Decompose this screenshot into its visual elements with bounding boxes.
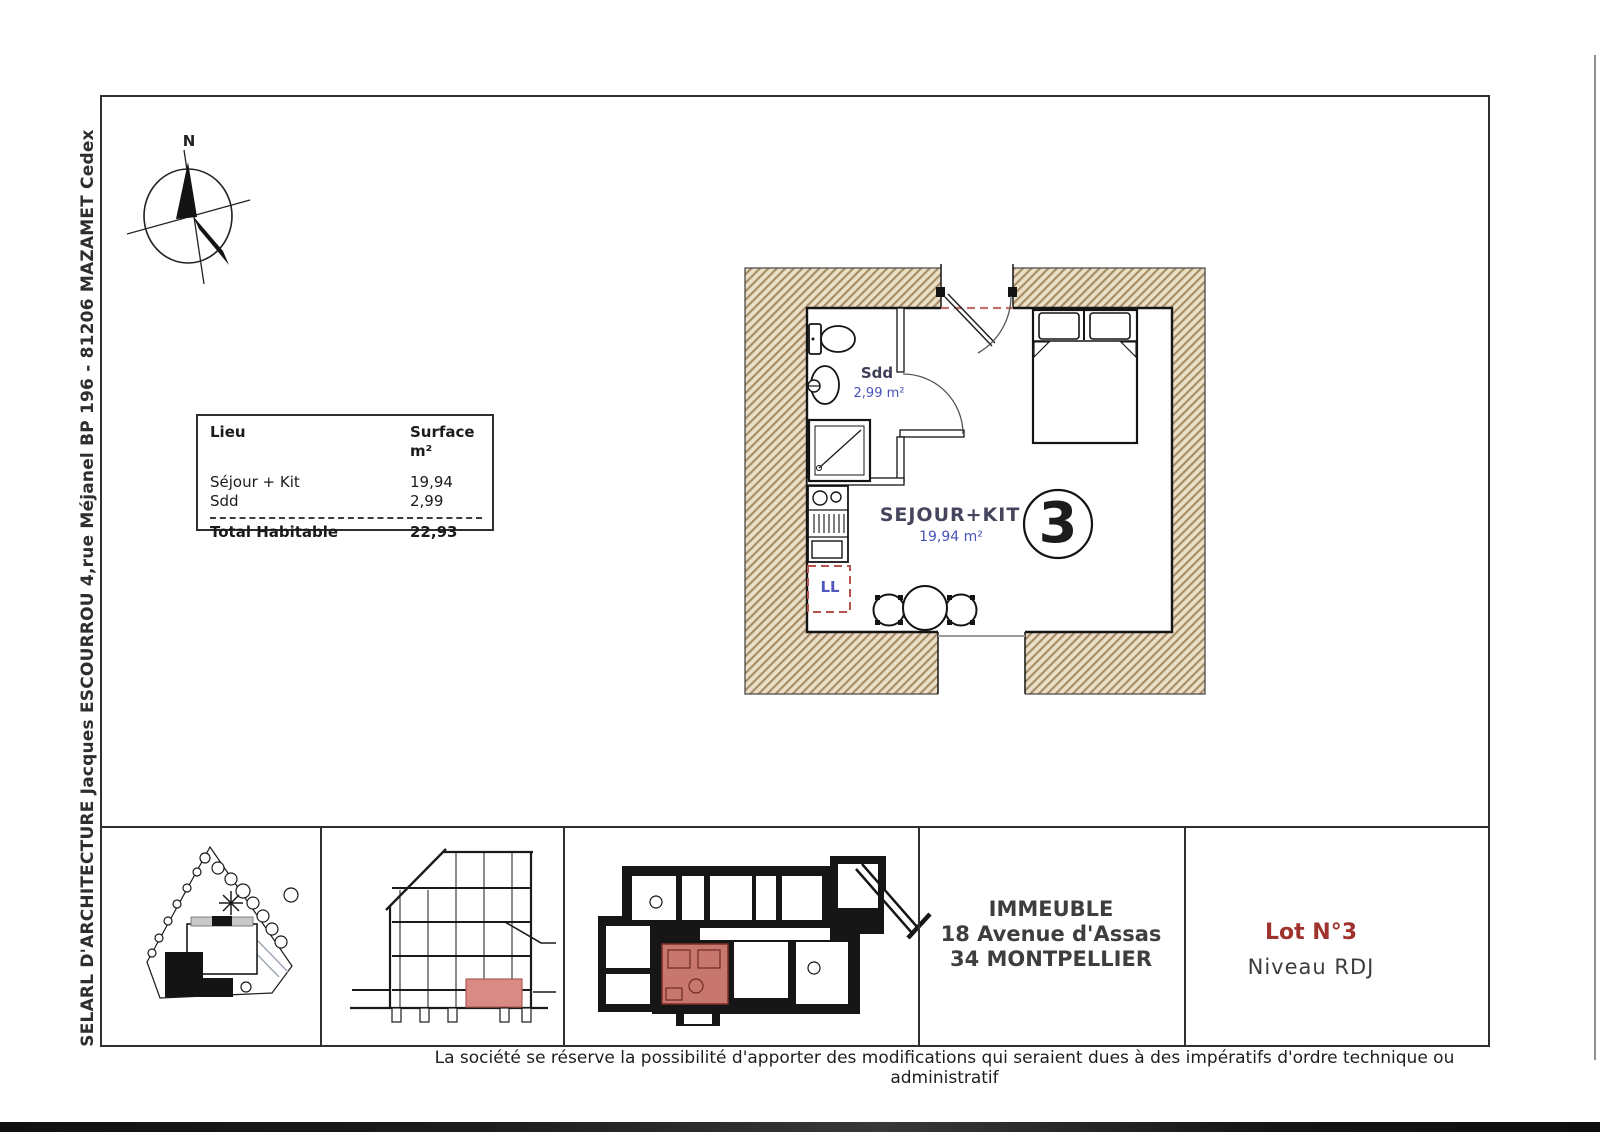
compass-north-label: N [182,132,196,150]
lot-number: 3 [1038,491,1078,556]
total-label: Total Habitable [210,523,339,541]
table-dashed-divider [210,517,482,519]
room-area: 19,94 [410,473,453,491]
level-label: Niveau RDJ [1247,955,1375,979]
building-address-line2: 34 MONTPELLIER [949,947,1152,971]
floor-plan [745,260,1205,695]
room-name: Séjour + Kit [210,473,300,491]
kitchenette-icon [808,486,848,562]
table-total-row [210,523,482,542]
room-label-sejour: SEJOUR+KIT [879,504,1021,526]
compass-rose-icon [127,150,250,284]
building-address-line1: 18 Avenue d'Assas [940,922,1162,946]
surface-table-header [210,423,482,461]
architect-info-vertical-text: SELARL D'ARCHITECTURE Jacques ESCOURROU 4,rue Méjanel BP 196 - 81206 MAZAMET Cedex [78,129,98,1047]
key-plan-highlight [662,944,728,1004]
surface-table-col-surface: Surface m² [410,423,475,460]
sheet-border-top [100,95,1490,97]
sheet-border-left [100,95,102,1047]
key-plan-thumbnail [598,856,930,1026]
room-area: 2,99 [410,492,444,510]
section-highlight [466,979,522,1007]
room-area-sdd: 2,99 m² [853,386,905,401]
surface-table-col-lieu: Lieu [210,423,246,441]
lot-label: Lot N°3 [1264,920,1358,945]
surface-table [196,414,494,541]
bed-icon [1033,310,1137,443]
page-edge-line [1594,55,1596,1060]
total-value: 22,93 [410,523,458,541]
sheet-border-bottom [100,1045,1490,1047]
title-block-divider [320,826,322,1047]
building-name: IMMEUBLE [988,897,1114,921]
scan-bottom-bar [0,1122,1600,1132]
room-area-sejour: 19,94 m² [919,529,983,545]
toilet-icon [809,324,855,354]
building-title-block [920,897,1182,972]
title-block-top-border [100,826,1490,828]
room-label-sdd: Sdd [860,364,894,382]
room-name: Sdd [210,492,239,510]
table-row [210,492,482,511]
title-block-divider [563,826,565,1047]
site-plan-thumbnail [147,847,298,998]
washer-label: LL [820,578,840,596]
shower-icon [809,420,870,481]
disclaimer-text: La société se réserve la possibilité d'apporter des modifications qui seraient dues à des impératifs d'ordre technique ou administratif [434,1048,1455,1088]
sheet-border-right [1488,95,1490,1047]
section-thumbnail [350,849,556,1022]
table-row [210,473,482,492]
